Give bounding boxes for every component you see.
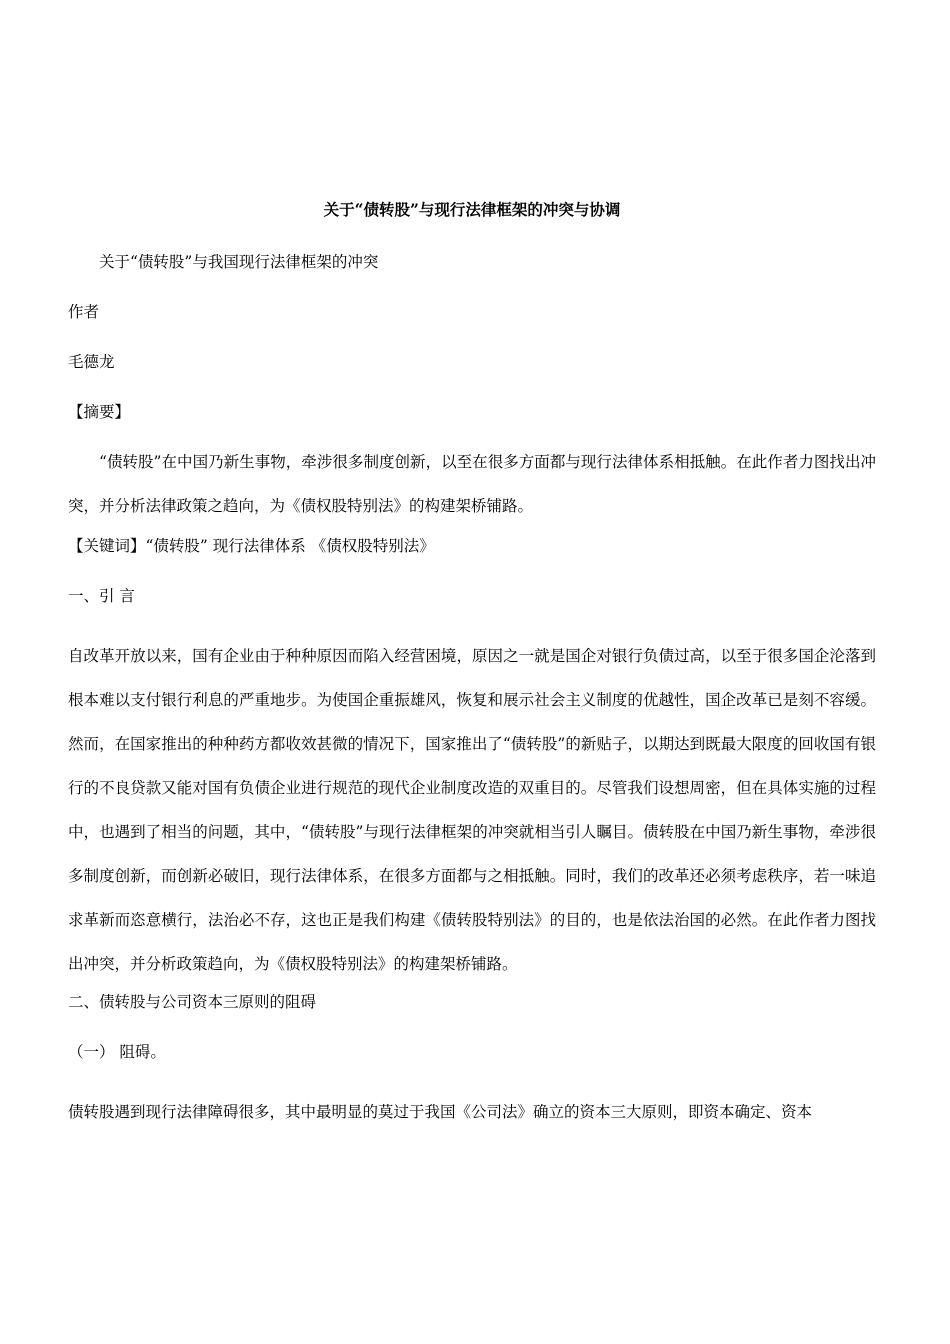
subsection-paragraph-obstacles: 债转股遇到现行法律障碍很多，其中最明显的莫过于我国《公司法》确立的资本三大原则，即资本确定、资本: [68, 1103, 813, 1121]
author-label: 作者: [68, 303, 100, 321]
document-body: [68, 198, 876, 1138]
document-subtitle: 关于“债转股”与我国现行法律框架的冲突: [99, 253, 379, 271]
section-heading-capital-principles: 二、债转股与公司资本三原则的阻碍: [68, 993, 317, 1011]
keywords-line: 【关键词】“债转股” 现行法律体系 《债权股特别法》: [68, 537, 435, 555]
section-heading-introduction: 一、引 言: [68, 587, 135, 605]
section-paragraph-introduction: 自改革开放以来，国有企业由于种种原因而陷入经营困境，原因之一就是国企对银行负债过高，以至于很多国企沦落到根本难以支付银行利息的严重地步。为使国企重振雄风，恢复和展示社会主义制度的优越性，国企改革已是刻不容缓。然而，在国家推出的种种药方都收效甚微的情况下，国家推出了“债转股”的新贴子，以期达到既最大限度的回收国有银行的不良贷款又能对国有负债企业进行规范的现代企业制度改造的双重目的。尽管我们设想周密，但在具体实施的过程中，也遇到了相当的问题，其中，“债转股”与现行法律框架的冲突就相当引人瞩目。债转股在中国乃新生事物，牵涉很多制度创新，而创新必破旧，现行法律体系，在很多方面都与之相抵触。同时，我们的改革还必须考虑秩序，若一味追求革新而恣意横行，法治必不存，这也正是我们构建《债转股特别法》的目的，也是依法治国的必然。在此作者力图找出冲突，并分析政策趋向，为《债权股特别法》的构建架桥铺路。: [68, 647, 876, 973]
abstract-label: 【摘要】: [68, 403, 131, 421]
author-name: 毛德龙: [68, 353, 115, 371]
document-title: 关于“债转股”与现行法律框架的冲突与协调: [323, 200, 621, 219]
abstract-text: “债转股”在中国乃新生事物，牵涉很多制度创新，以至在很多方面都与现行法律体系相抵触。在此作者力图找出冲突，并分析法律政策之趋向，为《债权股特别法》的构建架桥铺路。: [68, 453, 876, 515]
subsection-heading-obstacles: （一） 阻碍。: [68, 1043, 166, 1061]
